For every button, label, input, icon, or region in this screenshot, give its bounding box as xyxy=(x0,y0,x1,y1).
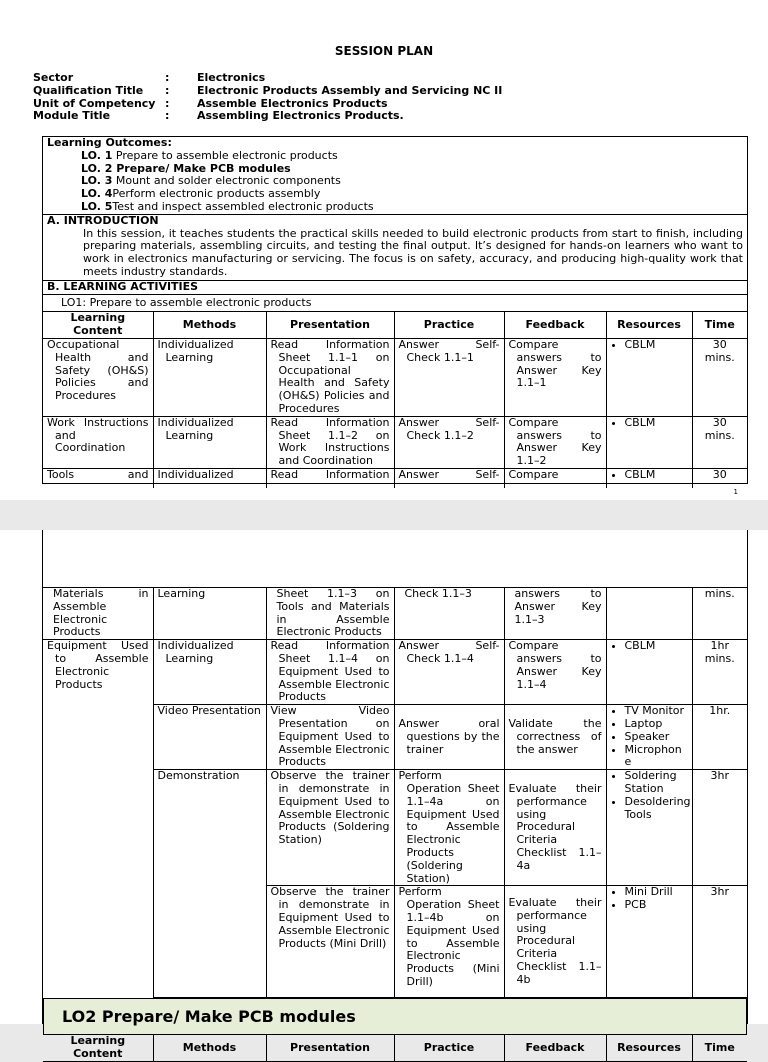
cell-presentation: Read Information xyxy=(266,468,394,488)
cell-feedback: Compare xyxy=(504,468,606,488)
introduction-heading: A. INTRODUCTION xyxy=(47,213,159,227)
column-header: Practice xyxy=(394,312,504,338)
cell-presentation: Read Information Sheet 1.1–4 on Equipment Used to Assemble Electronic Products xyxy=(266,640,394,705)
resource-item: • TV Monitor xyxy=(625,705,688,718)
session-plan-box-continued xyxy=(42,530,748,1061)
lo-code: LO. 1 xyxy=(81,148,113,162)
cell-feedback: Compare answers to Answer Key 1.1–1 xyxy=(504,338,606,416)
cell-resources xyxy=(606,886,692,998)
cell-time: 30 mins. xyxy=(692,338,747,416)
resource-item: • Mini Drill xyxy=(625,886,688,899)
column-header: Time xyxy=(692,1035,747,1061)
session-plan-box xyxy=(42,136,748,484)
meta-value: Electronic Products Assembly and Servicing NC II xyxy=(197,83,503,97)
cell-feedback: Evaluate their performance using Procedural Criteria Checklist 1.1–4b xyxy=(504,886,606,998)
activities-table-page1 xyxy=(43,312,747,488)
lo2-title: LO2 Prepare/ Make PCB modules xyxy=(43,998,747,1035)
activities-table-page2 xyxy=(43,587,747,998)
resource-item: • CBLM xyxy=(625,640,688,653)
lo-text: Prepare/ Make PCB modules xyxy=(112,161,291,175)
session-meta xyxy=(33,72,502,123)
cell-presentation: View Video Presentation on Equipment Used to Assemble Electronic Products xyxy=(266,705,394,770)
meta-sep: : xyxy=(165,83,170,97)
cell-method: Individualized xyxy=(153,468,266,488)
document-title: SESSION PLAN xyxy=(334,44,434,58)
cell-presentation: Read Information Sheet 1.1–1 on Occupational Health and Safety (OH&S) Policies and Procedures xyxy=(266,338,394,416)
column-header: Presentation xyxy=(266,1035,394,1061)
resource-item: • Microphone xyxy=(625,744,688,770)
cell-content: Tools and xyxy=(43,468,153,488)
resource-item: • Desoldering Tools xyxy=(625,796,688,822)
meta-sep: : xyxy=(165,109,170,123)
table-header-row xyxy=(43,1035,747,1061)
resource-item: • Laptop xyxy=(625,718,688,731)
meta-value: Electronics xyxy=(197,71,266,84)
meta-sep: : xyxy=(165,96,170,110)
cell-method: Video Presentation xyxy=(153,705,266,770)
cell-time: 1hr. xyxy=(692,705,747,770)
cell-method: Demonstration xyxy=(153,770,266,886)
meta-module xyxy=(33,110,502,123)
column-header: Learning Content xyxy=(43,1035,153,1061)
cell-practice: Perform Operation Sheet 1.1–4a on Equipment Used to Assemble Electronic Products (Soldering Station) xyxy=(394,770,504,886)
document-page-2 xyxy=(0,530,768,1061)
column-header: Methods xyxy=(153,1035,266,1061)
cell-resources xyxy=(606,640,692,705)
resource-item: • Speaker xyxy=(625,731,688,744)
column-header: Practice xyxy=(394,1035,504,1061)
cell-resources xyxy=(606,416,692,468)
cell-resources xyxy=(606,338,692,416)
cell-resources xyxy=(606,770,692,886)
resource-item: • CBLM xyxy=(625,417,688,430)
introduction-section xyxy=(43,215,747,281)
cell-practice: Answer Self- xyxy=(394,468,504,488)
cell-feedback: answers to Answer Key 1.1–3 xyxy=(504,588,606,640)
cell-time: mins. xyxy=(692,588,747,640)
meta-qualification xyxy=(33,85,502,98)
cell-presentation: Read Information Sheet 1.1–2 on Work Instructions and Coordination xyxy=(266,416,394,468)
column-header: Time xyxy=(692,312,747,338)
meta-key: Qualification Title xyxy=(33,83,144,97)
cell-content: Occupational Health and Safety (OH&S) Policies and Procedures xyxy=(43,338,153,416)
meta-key: Unit of Competency xyxy=(33,96,156,110)
cell-time: 1hr mins. xyxy=(692,640,747,705)
column-header: Learning Content xyxy=(43,312,153,338)
cell-feedback: Compare answers to Answer Key 1.1–2 xyxy=(504,416,606,468)
table-header-row xyxy=(43,312,747,338)
page-number: 1 xyxy=(733,488,738,496)
lo-text: Test and inspect assembled electronic products xyxy=(112,199,374,213)
table-row xyxy=(43,416,747,468)
column-header: Feedback xyxy=(504,312,606,338)
cell-time: 3hr xyxy=(692,886,747,998)
cell-resources xyxy=(606,588,692,640)
cell-practice: Answer Self-Check 1.1–1 xyxy=(394,338,504,416)
cell-method: Individualized Learning xyxy=(153,338,266,416)
cell-feedback: Evaluate their performance using Procedural Criteria Checklist 1.1–4a xyxy=(504,770,606,886)
lo-item xyxy=(47,201,743,214)
resource-item: • CBLM xyxy=(625,469,688,482)
activities-table-lo2-header xyxy=(43,1035,747,1062)
meta-sep: : xyxy=(165,71,170,84)
cell-feedback: Compare answers to Answer Key 1.1–4 xyxy=(504,640,606,705)
cell-practice: Answer Self-Check 1.1–2 xyxy=(394,416,504,468)
resource-item: • CBLM xyxy=(625,339,688,352)
column-header: Presentation xyxy=(266,312,394,338)
learning-outcomes xyxy=(43,137,747,215)
learning-outcomes-heading: Learning Outcomes: xyxy=(47,136,172,149)
lo-code: LO. 5 xyxy=(81,199,113,213)
cell-method: Individualized Learning xyxy=(153,640,266,705)
cell-presentation: Observe the trainer in demonstrate in Equipment Used to Assemble Electronic Products (Soldering Station) xyxy=(266,770,394,886)
table-row xyxy=(43,338,747,416)
cell-presentation: Observe the trainer in demonstrate in Equipment Used to Assemble Electronic Products (Mini Drill) xyxy=(266,886,394,998)
cell-practice: Answer Self-Check 1.1–4 xyxy=(394,640,504,705)
cell-method xyxy=(153,886,266,998)
cell-presentation: Sheet 1.1–3 on Tools and Materials in Assemble Electronic Products xyxy=(266,588,394,640)
resource-item: • Soldering Station xyxy=(625,770,688,796)
cell-method: Individualized Learning xyxy=(153,416,266,468)
document-page-1 xyxy=(0,0,768,500)
meta-key: Sector xyxy=(33,71,74,84)
cell-time: 30 mins. xyxy=(692,416,747,468)
cell-resources xyxy=(606,705,692,770)
cell-resources xyxy=(606,468,692,488)
lo-code: LO. 2 xyxy=(81,161,113,175)
lo-text: Prepare to assemble electronic products xyxy=(112,148,338,162)
column-header: Methods xyxy=(153,312,266,338)
cell-time: 3hr xyxy=(692,770,747,886)
cell-content: Materials in Assemble Electronic Products xyxy=(43,588,153,640)
cell-method: Learning xyxy=(153,588,266,640)
table-row xyxy=(43,588,747,640)
lo-code: LO. 3 xyxy=(81,174,113,188)
meta-key: Module Title xyxy=(33,109,111,123)
meta-value: Assembling Electronics Products. xyxy=(197,109,404,123)
column-header: Resources xyxy=(606,312,692,338)
cell-practice: Perform Operation Sheet 1.1–4b on Equipment Used to Assemble Electronic Products (Mini Drill) xyxy=(394,886,504,998)
meta-value: Assemble Electronics Products xyxy=(197,96,388,110)
cell-practice: Check 1.1–3 xyxy=(394,588,504,640)
lo1-title: LO1: Prepare to assemble electronic products xyxy=(43,295,747,313)
lo-text: Perform electronic products assembly xyxy=(112,187,321,201)
learning-activities-heading: B. LEARNING ACTIVITIES xyxy=(43,281,747,295)
cell-content: Work Instructions and Coordination xyxy=(43,416,153,468)
meta-sector xyxy=(33,72,502,85)
column-header: Feedback xyxy=(504,1035,606,1061)
cell-time: 30 xyxy=(692,468,747,488)
column-header: Resources xyxy=(606,1035,692,1061)
cell-feedback: Validate the correctness of the answer xyxy=(504,705,606,770)
cell-content: Equipment Used to Assemble Electronic Products xyxy=(43,640,153,998)
cell-practice: Answer oral questions by the trainer xyxy=(394,705,504,770)
resource-item: • PCB xyxy=(625,899,688,912)
lo-text: Mount and solder electronic components xyxy=(112,174,341,188)
table-row xyxy=(43,468,747,488)
lo-code: LO. 4 xyxy=(81,187,113,201)
table-row xyxy=(43,640,747,705)
introduction-text: In this session, it teaches students the practical skills needed to build electronic products from start to finish, including preparing materials, assembling circuits, and testing the final output. It’s designed for hands-on learners who want to work in electronics manufacturing or servicing. The focus is on safety, accuracy, and producing high-quality work that meets industry standards. xyxy=(83,226,743,278)
